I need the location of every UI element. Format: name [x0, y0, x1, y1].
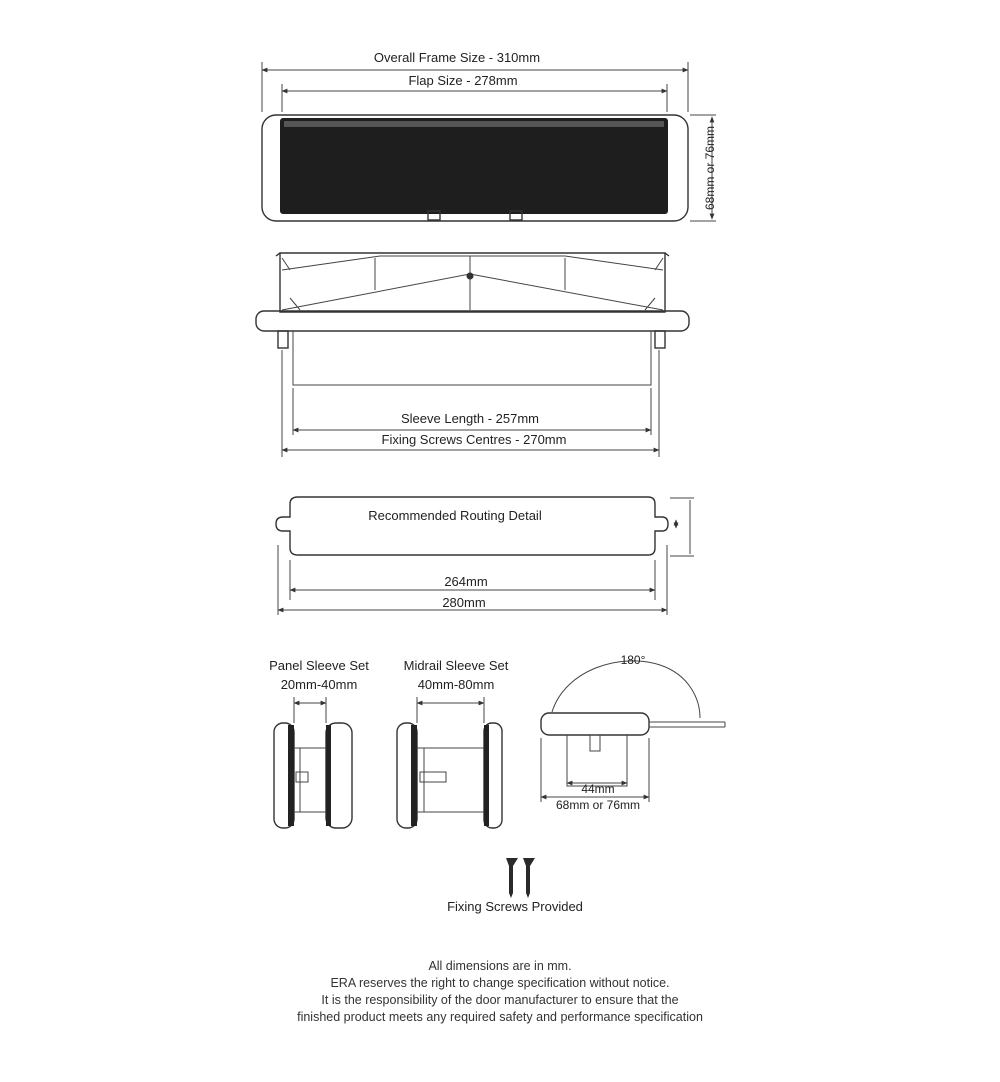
- panel-set-range: 20mm-40mm: [280, 677, 358, 692]
- plate: [256, 311, 689, 331]
- front-view: [262, 50, 717, 221]
- screw-icon: [523, 858, 535, 898]
- screws-label: Fixing Screws Provided: [447, 899, 583, 914]
- routing-outline: [276, 497, 668, 555]
- footer-line: finished product meets any required safety and performance specification: [297, 1010, 703, 1024]
- panel-sleeve-set: [269, 658, 369, 828]
- overall-frame-label: Overall Frame Size - 310mm: [373, 50, 541, 65]
- panel-set-title: Panel Sleeve Set: [269, 658, 369, 673]
- screw-icon: [506, 858, 518, 898]
- sleeve: [293, 331, 651, 385]
- footer-line: All dimensions are in mm.: [428, 959, 572, 973]
- midrail-set-title: Midrail Sleeve Set: [403, 658, 509, 673]
- side-section: [541, 653, 725, 812]
- side-frame: [541, 713, 649, 735]
- routing-detail: [276, 497, 694, 615]
- hinge-pin: [467, 273, 473, 279]
- midrail-sleeve-set: [397, 658, 509, 828]
- height-label: 68mm or 76mm: [703, 125, 717, 211]
- flap-size-label: Flap Size - 278mm: [408, 73, 518, 88]
- midrail-set-range: 40mm-80mm: [417, 677, 495, 692]
- dim-44-label: 44mm: [581, 782, 615, 796]
- dim-68-76-label: 68mm or 76mm: [555, 798, 641, 812]
- fixing-screws: [447, 858, 583, 914]
- angle-label: 180°: [620, 653, 646, 667]
- fixing-centres-label: Fixing Screws Centres - 270mm: [381, 432, 567, 447]
- plan-view: [256, 253, 689, 457]
- footer-notes: [0, 958, 1000, 1026]
- footer-line: ERA reserves the right to change specification without notice.: [330, 976, 670, 990]
- flap: [280, 118, 668, 214]
- footer-line: It is the responsibility of the door manufacturer to ensure that the: [321, 993, 679, 1007]
- opening-arc: [552, 661, 700, 718]
- sleeve-length-label: Sleeve Length - 257mm: [400, 411, 540, 426]
- routing-280-label: 280mm: [442, 595, 486, 610]
- routing-detail-label: Recommended Routing Detail: [368, 508, 542, 523]
- routing-264-label: 264mm: [444, 574, 488, 589]
